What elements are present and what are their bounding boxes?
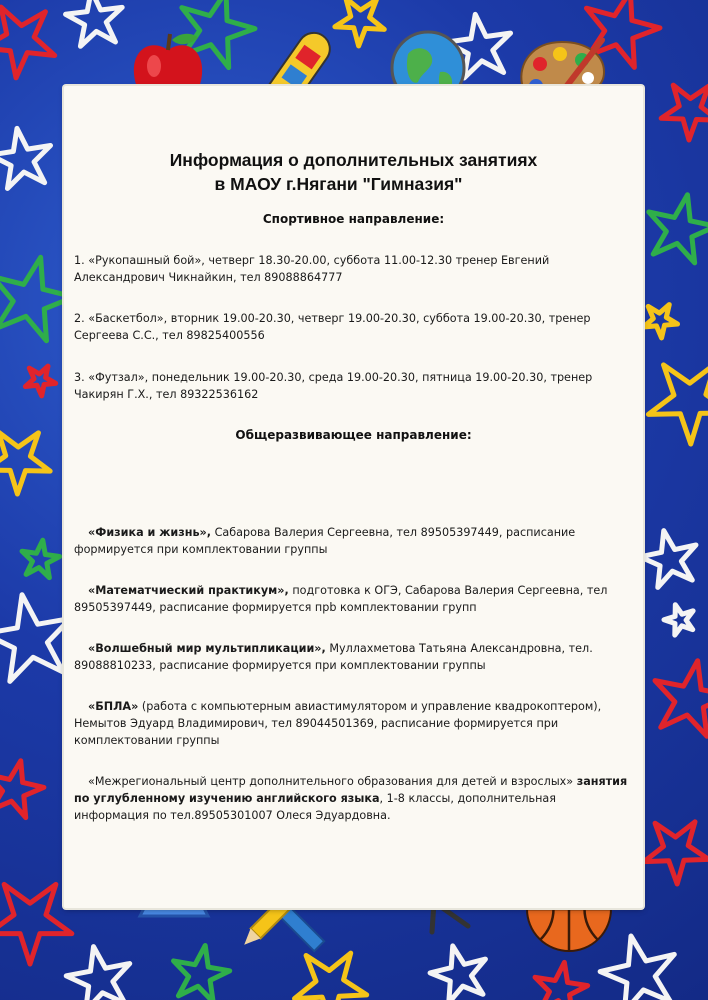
title-line-1: Информация о дополнительных занятиях	[169, 150, 538, 170]
item-text: Сабарова Валерия Сергеевна, тел 89505397449, расписание формируется при комплектовании группы	[74, 526, 576, 556]
english-course-details: , 1-8 классы, дополнительная информация по тел.89505301007 Олеся Эдуардовна.	[74, 792, 557, 822]
sports-heading: Спортивное направление:	[262, 212, 445, 226]
item-name: «Волшебный мир мультипликации»,	[88, 642, 326, 655]
general-heading: Общеразвивающее направление:	[235, 428, 472, 442]
general-item-4	[74, 698, 634, 749]
content-sheet	[64, 86, 643, 908]
item-name: «Математчиеский практикум»,	[88, 584, 289, 597]
item-name: «Физика и жизнь»,	[88, 526, 212, 539]
item-name: «БПЛА»	[88, 700, 139, 713]
sports-item-3: 3. «Футзал», понедельник 19.00-20.30, среда 19.00-20.30, пятница 19.00-20.30, тренер Чакирян Г.Х., тел 89322536162	[74, 371, 593, 401]
title-line-2: в МАОУ г.Нягани "Гимназия"	[214, 174, 463, 194]
item-text: Муллахметова Татьяна Александровна, тел. 89088810233, расписание формируется при комплектовании группы	[74, 642, 593, 672]
sports-item-1: 1. «Рукопашный бой», четверг 18.30-20.00, суббота 11.00-12.30 тренер Евгений Александрович Чикнайкин, тел 89088864777	[74, 254, 550, 284]
general-item-2	[74, 582, 634, 616]
sports-item-2: 2. «Баскетбол», вторник 19.00-20.30, четверг 19.00-20.30, суббота 19.00-20.30, тренер Сергеева С.С., тел 89825400556	[74, 312, 591, 342]
item-text: (работа с компьютерным авиастимулятором и управление квадрокоптером), Немытов Эдуард Владимирович, тел 89044501369, расписание формируется при комплектовании группы	[74, 700, 602, 747]
item-text: подготовка к ОГЭ, Сабарова Валерия Сергеевна, тел 89505397449, расписание формируется прb комплектовании групп	[74, 584, 608, 614]
general-item-3	[74, 640, 634, 674]
english-course: занятия по углубленному изучению английского языка	[74, 775, 628, 805]
page-title	[64, 148, 643, 196]
center-name: «Межрегиональный центр дополнительного образования для детей и взрослых»	[88, 775, 574, 788]
general-item-5	[74, 773, 634, 824]
general-item-1	[74, 524, 634, 558]
